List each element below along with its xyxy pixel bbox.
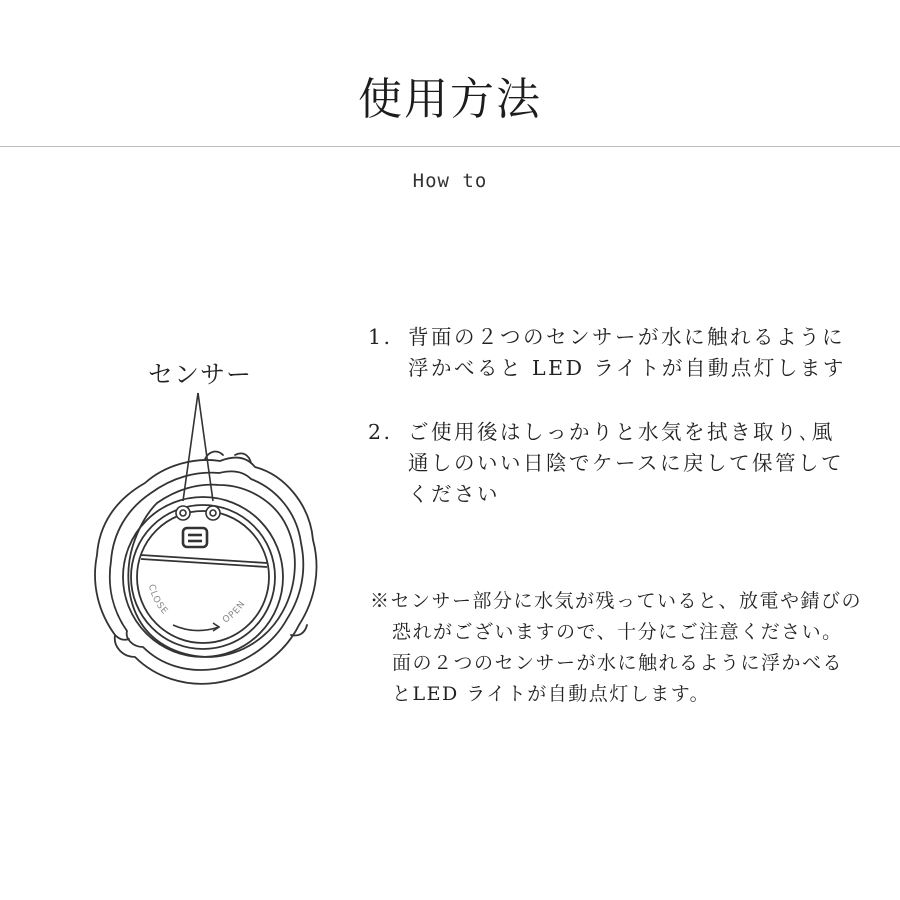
caution-note: ※センサー部分に水気が残っていると、放電や錆びの恐れがございますので、十分にご注意ください。面の２つのセンサーが水に触れるように浮かべるとLED ライトが自動点灯します。: [370, 590, 863, 705]
page-subtitle: How to: [412, 170, 488, 192]
cap-ring: [123, 497, 283, 657]
rotation-arrow-icon: [173, 623, 219, 631]
step-number: 2.: [368, 420, 393, 444]
close-label: CLOSE: [145, 583, 170, 618]
page-title: 使用方法: [358, 74, 542, 125]
step-item: [368, 322, 848, 384]
step-text: 背面の２つのセンサーが水に触れるように浮かべると LED ライトが自動点灯します: [408, 325, 846, 380]
center-logo-icon: [183, 528, 207, 547]
sensor-pair: [176, 506, 220, 520]
steps-list: [368, 322, 848, 510]
device-illustration: [85, 385, 325, 695]
open-label: OPEN: [221, 599, 248, 626]
step-item: [368, 417, 848, 510]
title-divider: [0, 146, 900, 147]
step-text: ご使用後はしっかりと水気を拭き取り､風通しのいい日陰でケースに戻して保管してください: [408, 420, 844, 506]
cap-indicator-line: [141, 555, 267, 567]
sensor-label: センサー: [148, 360, 253, 389]
step-number: 1.: [368, 325, 393, 349]
